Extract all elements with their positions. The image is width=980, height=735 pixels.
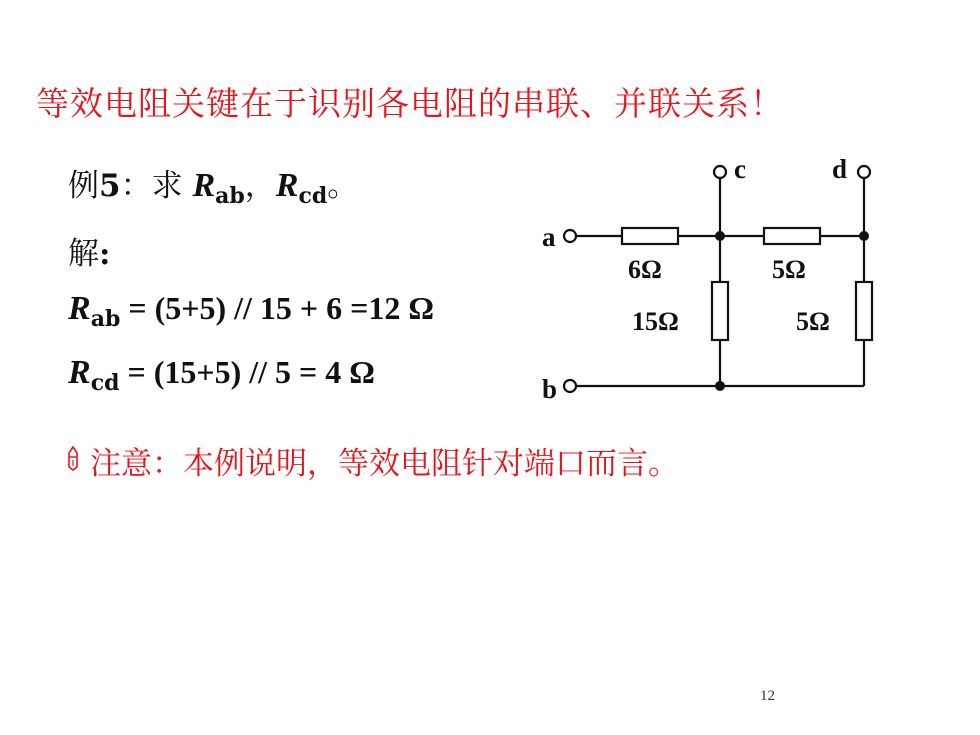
example-end: 。: [327, 168, 359, 204]
label-15-ohm: 15Ω: [632, 307, 679, 336]
note-line: [64, 438, 679, 483]
label-terminal-b: b: [542, 374, 558, 404]
solution-label: 解: [68, 236, 99, 272]
r-cd-symbol: R: [275, 167, 299, 204]
solution-label-line: [68, 228, 110, 273]
terminal-b: [564, 380, 576, 392]
page-number: 12: [760, 688, 775, 704]
equation-rcd: [68, 354, 375, 396]
label-terminal-a: a: [542, 222, 556, 252]
label-6-ohm: 6Ω: [628, 255, 662, 284]
solution-colon: :: [99, 236, 111, 272]
label-5-ohm-top: 5Ω: [772, 255, 806, 284]
r-cd-subscript: cd: [298, 183, 328, 209]
example-colon: ：求: [120, 168, 193, 204]
eq2-subscript: cd: [90, 370, 120, 396]
resistor-15-ohm: [712, 282, 728, 340]
eq2-rhs: = (15+5) // 5 = 4 Ω: [119, 354, 375, 390]
eq1-subscript: ab: [90, 306, 121, 332]
slide-heading: 等效电阻关键在于识别各电阻的串联、并联关系！: [36, 84, 784, 123]
label-terminal-c: c: [734, 154, 746, 184]
terminal-c: [714, 166, 726, 178]
junction-bottom: [715, 381, 725, 391]
eq2-r-symbol: R: [68, 354, 91, 391]
note-text: 注意：本例说明，等效电阻针对端口而言。: [90, 446, 679, 482]
junction-d: [859, 231, 869, 241]
eq1-rhs: = (5+5) // 15 + 6 =12 Ω: [120, 290, 434, 326]
resistor-5-ohm-top: [764, 228, 820, 244]
terminal-a: [564, 230, 576, 242]
resistor-6-ohm: [622, 228, 678, 244]
equation-rab: [68, 290, 434, 332]
r-ab-subscript: ab: [215, 183, 245, 209]
r-ab-symbol: R: [192, 167, 216, 204]
example-line: [68, 160, 358, 209]
terminal-d: [858, 166, 870, 178]
circuit-diagram: [530, 150, 880, 410]
label-5-ohm-right: 5Ω: [796, 307, 830, 336]
label-terminal-d: d: [832, 154, 848, 184]
example-prefix: 例: [68, 168, 99, 204]
example-separator: ，: [244, 168, 276, 204]
junction-c: [715, 231, 725, 241]
pen-icon: [64, 445, 90, 477]
example-number: 5: [99, 168, 121, 204]
eq1-r-symbol: R: [68, 290, 91, 327]
resistor-5-ohm-right: [856, 282, 872, 340]
